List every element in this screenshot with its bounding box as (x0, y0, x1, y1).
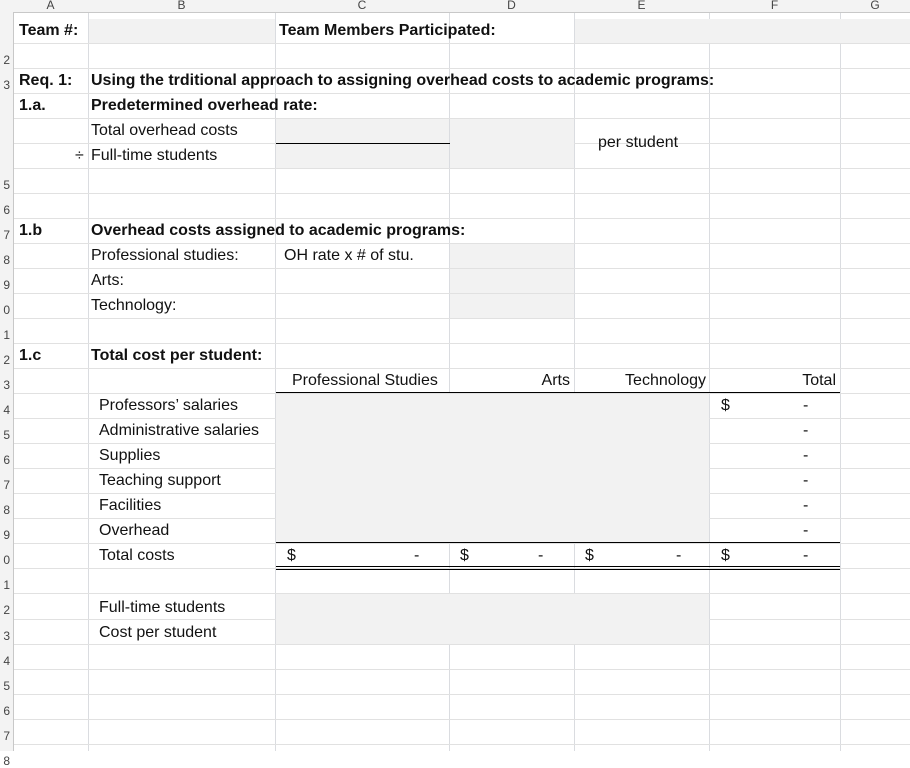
arts-label: Arts: (91, 272, 124, 289)
tech-total-dollar: $ (585, 547, 594, 564)
total-double-line-2 (276, 569, 840, 570)
row-number[interactable]: 8 (3, 754, 10, 768)
row-professors-salaries: Professors’ salaries (99, 397, 239, 414)
technology-label: Technology: (91, 297, 177, 314)
row-number[interactable]: 1 (3, 328, 10, 342)
total-top-line (276, 542, 840, 543)
total-overhead-input[interactable] (276, 119, 449, 143)
arts-total-value[interactable]: - (538, 547, 544, 564)
row-number[interactable]: 7 (3, 729, 10, 743)
fulltime-students-input[interactable] (276, 144, 449, 168)
row-number[interactable]: 0 (3, 553, 10, 567)
grand-total-value[interactable]: - (803, 547, 809, 564)
row-overhead: Overhead (99, 522, 170, 539)
column-header-bar (0, 0, 910, 13)
row-number[interactable]: 6 (3, 203, 10, 217)
row-facilities: Facilities (99, 497, 162, 514)
section-1b-label: 1.b (19, 222, 43, 239)
row-number[interactable]: 5 (3, 178, 10, 192)
col-arts: Arts (541, 372, 570, 389)
row-number[interactable]: 0 (3, 303, 10, 317)
per-student-label: per student (598, 134, 679, 151)
row-number[interactable]: 1 (3, 578, 10, 592)
section-1c-title: Total cost per student: (91, 347, 263, 364)
row-number[interactable]: 3 (3, 78, 10, 92)
row-number[interactable]: 9 (3, 528, 10, 542)
req1-label: Req. 1: (19, 72, 73, 89)
row-number[interactable]: 2 (3, 53, 10, 67)
row-fulltime-students: Full-time students (99, 599, 226, 616)
divide-icon: ÷ (75, 147, 84, 164)
col-professional-studies: Professional Studies (292, 372, 438, 389)
team-label: Team #: (19, 22, 79, 39)
row-cost-per-student: Cost per student (99, 624, 217, 641)
total-cell-teaching[interactable]: - (803, 472, 809, 489)
col-header-f[interactable]: F (770, 0, 779, 12)
row-teaching-support: Teaching support (99, 472, 221, 489)
total-cell-admin[interactable]: - (803, 422, 809, 439)
student-matrix-input[interactable] (276, 594, 709, 644)
row-number[interactable]: 2 (3, 353, 10, 367)
col-total: Total (802, 372, 836, 389)
total-dollar-sign: $ (721, 397, 730, 414)
team-number-cell[interactable] (89, 19, 275, 43)
row-number[interactable]: 7 (3, 228, 10, 242)
total-cell-supplies[interactable]: - (803, 447, 809, 464)
row-number[interactable]: 8 (3, 503, 10, 517)
row-number[interactable]: 3 (3, 378, 10, 392)
row-number[interactable]: 6 (3, 453, 10, 467)
prof-total-value[interactable]: - (414, 547, 420, 564)
col-header-b[interactable]: B (177, 0, 186, 12)
cost-matrix-input[interactable] (276, 394, 709, 543)
overhead-rate-output[interactable] (450, 119, 574, 168)
row-number[interactable]: 4 (3, 403, 10, 417)
header-underline (276, 392, 840, 393)
col-header-g[interactable]: G (870, 0, 880, 12)
prof-total-dollar: $ (287, 547, 296, 564)
col-header-a[interactable]: A (46, 0, 55, 12)
row-number[interactable]: 9 (3, 278, 10, 292)
row-number[interactable]: 2 (3, 603, 10, 617)
section-1b-title: Overhead costs assigned to academic programs: (91, 222, 466, 239)
grand-total-dollar: $ (721, 547, 730, 564)
rate-divider-line (276, 143, 450, 144)
row-supplies: Supplies (99, 447, 161, 464)
total-cell-facilities[interactable]: - (803, 497, 809, 514)
section-1a-title: Predetermined overhead rate: (91, 97, 318, 114)
section-1a-label: 1.a. (19, 97, 46, 114)
arts-oh-input[interactable] (450, 269, 574, 293)
professional-studies-label: Professional studies: (91, 247, 239, 264)
row-total-costs: Total costs (99, 547, 175, 564)
fulltime-students-label: Full-time students (91, 147, 218, 164)
row-number[interactable]: 5 (3, 428, 10, 442)
team-members-cell[interactable] (575, 19, 910, 43)
row-number[interactable]: 3 (3, 629, 10, 643)
row-header-bar (0, 12, 14, 768)
row-number[interactable]: 8 (3, 253, 10, 267)
col-technology: Technology (625, 372, 706, 389)
total-cell-professors[interactable]: - (803, 397, 809, 414)
row-administrative-salaries: Administrative salaries (99, 422, 260, 439)
prof-oh-input[interactable] (450, 244, 574, 268)
total-double-line-1 (276, 566, 840, 567)
col-header-c[interactable]: C (357, 0, 367, 12)
total-cell-overhead[interactable]: - (803, 522, 809, 539)
arts-total-dollar: $ (460, 547, 469, 564)
col-header-e[interactable]: E (637, 0, 646, 12)
req1-title: Using the trditional approach to assigning overhead costs to academic programs: (91, 72, 715, 89)
col-header-d[interactable]: D (507, 0, 516, 12)
section-1c-label: 1.c (19, 347, 42, 364)
row-number[interactable]: 7 (3, 478, 10, 492)
row-number[interactable]: 5 (3, 679, 10, 693)
members-label: Team Members Participated: (279, 22, 496, 39)
row-number[interactable]: 6 (3, 704, 10, 718)
oh-formula-label: OH rate x # of stu. (284, 247, 414, 264)
total-overhead-label: Total overhead costs (91, 122, 238, 139)
tech-oh-input[interactable] (450, 294, 574, 318)
tech-total-value[interactable]: - (676, 547, 682, 564)
row-number[interactable]: 4 (3, 654, 10, 668)
